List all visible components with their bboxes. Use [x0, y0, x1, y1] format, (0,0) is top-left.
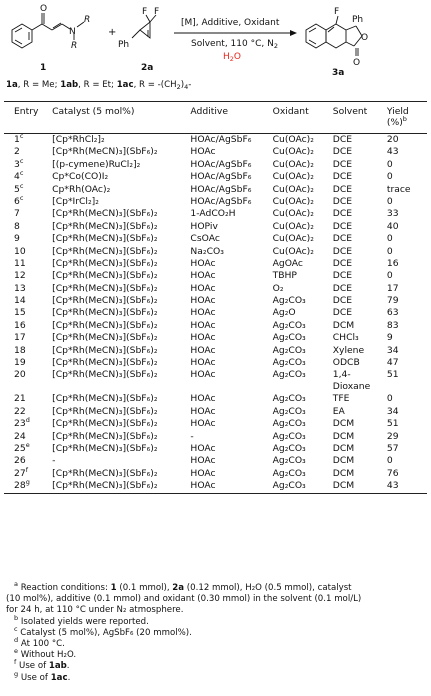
cell-entry: 7 [14, 208, 20, 220]
cell-catalyst: [Cp*Rh(MeCN)₃](SbF₆)₂ [52, 319, 158, 331]
cell-yield: 9 [386, 332, 393, 344]
cell-catalyst: Cp*Co(CO)I₂ [52, 171, 109, 183]
cell-oxidant: Ag₂CO₃ [272, 344, 306, 356]
cell-entry: 21 [14, 393, 26, 405]
cell-yield: 0 [386, 158, 393, 170]
cell-solvent: DCE [332, 158, 353, 170]
cell-oxidant: Ag₂CO₃ [272, 369, 306, 381]
table-row [4, 320, 427, 332]
cell-oxidant: O₂ [272, 282, 284, 294]
cell-additive: HOAc [190, 332, 216, 344]
table-row [4, 146, 427, 158]
atom-ph-3a: Ph [352, 15, 364, 25]
cell-entry: 24 [14, 430, 26, 442]
cell-oxidant: Ag₂CO₃ [272, 418, 306, 430]
cell-oxidant: Cu(OAc)₂ [272, 171, 314, 183]
cell-solvent: DCM [332, 442, 355, 454]
cell-yield: 0 [386, 393, 393, 405]
cell-catalyst: [Cp*Rh(MeCN)₃](SbF₆)₂ [52, 146, 158, 158]
cell-oxidant: Cu(OAc)₂ [272, 134, 314, 145]
cell-additive: - [190, 430, 194, 442]
cell-catalyst: [Cp*Rh(MeCN)₃](SbF₆)₂ [52, 208, 158, 220]
condition-bottom: Solvent, 110 °C, $N_2$ [191, 39, 278, 50]
cell-oxidant: Ag₂CO₃ [272, 332, 306, 344]
cell-entry: 26 [14, 455, 26, 467]
reaction-scheme [0, 0, 431, 98]
cell-entry: 14 [14, 295, 26, 307]
cell-oxidant: Cu(OAc)₂ [272, 220, 314, 232]
cell-oxidant: Ag₂CO₃ [272, 319, 306, 331]
footnote-g: $^g$ Use of 1ac. [14, 669, 71, 683]
cell-entry: 8 [14, 220, 20, 232]
cell-catalyst: [Cp*RhCl₂]₂ [52, 134, 105, 145]
table-row [4, 246, 427, 258]
cell-entry: 1$^c$ [14, 132, 24, 145]
atom-ph-2a: Ph [118, 40, 130, 50]
cell-catalyst: [Cp*Rh(MeCN)₃](SbF₆)₂ [52, 393, 158, 405]
cell-catalyst: Cp*Rh(OAc)₂ [52, 183, 111, 195]
cell-catalyst: [Cp*Rh(MeCN)₃](SbF₆)₂ [52, 430, 158, 442]
cell-catalyst: [Cp*Rh(MeCN)₃](SbF₆)₂ [52, 418, 158, 430]
cell-yield: 79 [386, 295, 399, 307]
cell-oxidant: Ag₂O [272, 307, 296, 319]
table-row [4, 455, 427, 467]
cell-oxidant: Ag₂CO₃ [272, 467, 306, 479]
cell-oxidant: TBHP [272, 270, 297, 282]
cell-solvent: DCM [332, 455, 355, 467]
cell-solvent: DCE [332, 134, 353, 145]
cell-solvent: TFE [332, 393, 350, 405]
cell-additive: HOAc [190, 369, 216, 381]
table-row [4, 332, 427, 344]
atom-o-carbonyl: O [353, 58, 361, 68]
header-oxidant: Oxidant [272, 106, 309, 117]
cell-additive: HOAc [190, 480, 216, 492]
cell-entry: 17 [14, 332, 26, 344]
cell-catalyst: [Cp*Rh(MeCN)₃](SbF₆)₂ [52, 245, 158, 257]
cell-oxidant: Cu(OAc)₂ [272, 208, 314, 220]
cell-oxidant: Ag₂CO₃ [272, 393, 306, 405]
cell-yield: 34 [386, 405, 399, 417]
condition-water: $H_2O$ [223, 52, 242, 63]
cell-additive: HOAc/AgSbF₆ [190, 183, 252, 195]
cell-catalyst: [Cp*Rh(MeCN)₃](SbF₆)₂ [52, 480, 158, 492]
header-yield: Yield (%)$^b$ [386, 106, 409, 128]
optimization-table [4, 101, 427, 494]
cell-catalyst: [Cp*Rh(MeCN)₃](SbF₆)₂ [52, 369, 158, 381]
cell-additive: CsOAc [190, 233, 220, 245]
table-row [4, 134, 427, 147]
cell-additive: HOAc [190, 282, 216, 294]
cell-additive: HOAc [190, 257, 216, 269]
footnote-e: $^e$ Without H₂O. [14, 647, 77, 661]
cell-yield: 33 [386, 208, 399, 220]
cell-yield: 0 [386, 270, 393, 282]
atom-r2: R [71, 41, 78, 51]
cell-additive: HOAc/AgSbF₆ [190, 158, 252, 170]
cell-solvent: DCE [332, 183, 353, 195]
cell-entry: 27$^f$ [14, 465, 28, 479]
cell-entry: 11 [14, 257, 26, 269]
cell-catalyst: [(p-cymene)RuCl₂]₂ [52, 158, 141, 170]
cell-catalyst: [Cp*Rh(MeCN)₃](SbF₆)₂ [52, 307, 158, 319]
cell-additive: HOAc [190, 418, 216, 430]
table-row [4, 184, 427, 196]
table-row [4, 196, 427, 208]
cell-catalyst: [Cp*Rh(MeCN)₃](SbF₆)₂ [52, 442, 158, 454]
cell-entry: 18 [14, 344, 26, 356]
cell-solvent: DCE [332, 257, 353, 269]
cell-entry: 23$^d$ [14, 416, 30, 430]
cell-oxidant: Ag₂CO₃ [272, 442, 306, 454]
footnote-a-line3: for 24 h, at 110 °C under N₂ atmosphere. [6, 605, 184, 616]
header-entry: Entry [14, 106, 39, 117]
footnote-a-line2: (10 mol%), additive (0.1 mmol) and oxidant (0.30 mmol) in the solvent (0.1 mol/L) [6, 594, 362, 605]
compound-2a-structure [132, 15, 156, 38]
scheme-drawing [0, 0, 431, 80]
table-row [4, 369, 427, 393]
table-footnotes [6, 580, 426, 684]
table-row [4, 418, 427, 430]
cell-entry: 9 [14, 233, 20, 245]
cell-yield: 17 [386, 282, 399, 294]
atom-n: N [69, 27, 76, 37]
table-row [4, 345, 427, 357]
header-catalyst: Catalyst (5 mol%) [52, 106, 135, 117]
cell-catalyst: [Cp*Rh(MeCN)₃](SbF₆)₂ [52, 405, 158, 417]
condition-top: [M], Additive, Oxidant [181, 18, 280, 28]
cell-yield: 57 [386, 442, 399, 454]
cell-catalyst: [Cp*Rh(MeCN)₃](SbF₆)₂ [52, 295, 158, 307]
cell-oxidant: Ag₂CO₃ [272, 295, 306, 307]
cell-yield: 51 [386, 418, 399, 430]
cell-yield: 0 [386, 171, 393, 183]
label-compound-2a: 2a [141, 63, 154, 73]
cell-yield: 51 [386, 369, 399, 381]
atom-f1: F [142, 7, 148, 17]
cell-solvent: DCE [332, 282, 353, 294]
header-solvent: Solvent [332, 106, 368, 117]
cell-yield: 0 [386, 245, 393, 257]
cell-yield: 16 [386, 257, 399, 269]
footnote-d: $^d$ At 100 °C. [14, 636, 65, 650]
cell-entry: 6$^c$ [14, 193, 24, 207]
cell-additive: HOAc [190, 319, 216, 331]
cell-yield: 47 [386, 357, 399, 369]
table-row [4, 171, 427, 183]
cell-entry: 2 [14, 146, 20, 158]
cell-yield: 0 [386, 233, 393, 245]
atom-f2: F [154, 7, 160, 17]
cell-yield: 0 [386, 195, 393, 207]
cell-catalyst: [Cp*Rh(MeCN)₃](SbF₆)₂ [52, 282, 158, 294]
label-compound-3a: 3a [332, 68, 345, 78]
cell-catalyst: [Cp*Rh(MeCN)₃](SbF₆)₂ [52, 344, 158, 356]
cell-yield: 43 [386, 480, 399, 492]
cell-additive: HOPiv [190, 220, 218, 232]
table-row [4, 233, 427, 245]
cell-catalyst: [Cp*Rh(MeCN)₃](SbF₆)₂ [52, 467, 158, 479]
cell-catalyst: [Cp*Rh(MeCN)₃](SbF₆)₂ [52, 257, 158, 269]
footnote-a: $^a$ Reaction conditions: 1 (0.1 mmol), 2a (0.12 mmol), H₂O (0.5 mmol), catalyst [14, 580, 352, 593]
cell-solvent: DCM [332, 480, 355, 492]
header-additive: Additive [190, 106, 229, 117]
cell-entry: 15 [14, 307, 26, 319]
cell-oxidant: Cu(OAc)₂ [272, 183, 314, 195]
table-row [4, 208, 427, 220]
cell-solvent: DCE [332, 233, 353, 245]
cell-additive: HOAc [190, 467, 216, 479]
table-row [4, 270, 427, 282]
cell-oxidant: Ag₂CO₃ [272, 430, 306, 442]
footnote-f: $^f$ Use of 1ab. [14, 658, 70, 672]
footnote-b: $^b$ Isolated yields were reported. [14, 613, 149, 627]
cell-oxidant: Ag₂CO₃ [272, 405, 306, 417]
cell-additive: Na₂CO₃ [190, 245, 224, 257]
cell-additive: HOAc/AgSbF₆ [190, 171, 252, 183]
cell-solvent: CHCl₃ [332, 332, 359, 344]
table-row [4, 258, 427, 270]
atom-o-ring: O [361, 33, 369, 43]
cell-yield: 40 [386, 220, 399, 232]
table-row [4, 221, 427, 233]
cell-additive: HOAc [190, 295, 216, 307]
cell-solvent: DCM [332, 319, 355, 331]
table-row [4, 307, 427, 319]
plus-sign: + [108, 27, 117, 38]
cell-additive: HOAc [190, 344, 216, 356]
cell-entry: 10 [14, 245, 26, 257]
cell-solvent: DCM [332, 418, 355, 430]
cell-additive: HOAc [190, 455, 216, 467]
cell-oxidant: Cu(OAc)₂ [272, 146, 314, 158]
table-row [4, 283, 427, 295]
cell-yield: 83 [386, 319, 399, 331]
cell-additive: HOAc [190, 357, 216, 369]
cell-entry: 3$^c$ [14, 156, 24, 170]
cell-additive: HOAc/AgSbF₆ [190, 134, 252, 145]
cell-catalyst: - [52, 455, 56, 467]
cell-additive: HOAc [190, 270, 216, 282]
table-row [4, 480, 427, 493]
cell-solvent: DCM [332, 467, 355, 479]
substituent-caption: 1a, R = Me; 1ab, R = Et; 1ac, $R = -(CH_2)_4-$ [6, 80, 192, 91]
cell-solvent: DCE [332, 195, 353, 207]
cell-entry: 12 [14, 270, 26, 282]
cell-oxidant: Ag₂CO₃ [272, 480, 306, 492]
cell-solvent: DCE [332, 307, 353, 319]
cell-additive: 1-AdCO₂H [190, 208, 236, 220]
cell-solvent: DCE [332, 220, 353, 232]
cell-yield: 0 [386, 455, 393, 467]
cell-entry: 28$^g$ [14, 478, 30, 492]
cell-entry: 16 [14, 319, 26, 331]
cell-additive: HOAc [190, 442, 216, 454]
cell-oxidant: Ag₂CO₃ [272, 357, 306, 369]
cell-oxidant: Ag₂CO₃ [272, 455, 306, 467]
cell-catalyst: [Cp*IrCl₂]₂ [52, 195, 99, 207]
cell-solvent: DCE [332, 171, 353, 183]
cell-entry: 20 [14, 369, 26, 381]
cell-oxidant: Cu(OAc)₂ [272, 195, 314, 207]
table-header-row [4, 102, 427, 134]
table-row [4, 159, 427, 171]
table-row [4, 406, 427, 418]
cell-entry: 5$^c$ [14, 181, 24, 195]
cell-additive: HOAc [190, 307, 216, 319]
cell-additive: HOAc [190, 393, 216, 405]
label-compound-1: 1 [40, 63, 47, 73]
footnote-c: $^c$ Catalyst (5 mol%), AgSbF₆ (20 mmol%). [14, 624, 192, 638]
cell-entry: 19 [14, 357, 26, 369]
cell-yield: 20 [386, 134, 399, 145]
cell-entry: 25e [14, 440, 30, 454]
cell-entry: 13 [14, 282, 26, 294]
cell-solvent: DCE [332, 295, 353, 307]
table-row [4, 443, 427, 455]
cell-catalyst: [Cp*Rh(MeCN)₃](SbF₆)₂ [52, 270, 158, 282]
atom-o: O [40, 4, 48, 14]
atom-r1: R [84, 15, 91, 25]
cell-solvent: DCE [332, 146, 353, 158]
table-row [4, 295, 427, 307]
cell-yield: 29 [386, 430, 399, 442]
cell-catalyst: [Cp*Rh(MeCN)₃](SbF₆)₂ [52, 233, 158, 245]
cell-solvent: Xylene [332, 344, 365, 356]
cell-solvent: DCE [332, 208, 353, 220]
cell-oxidant: Cu(OAc)₂ [272, 245, 314, 257]
cell-oxidant: Cu(OAc)₂ [272, 233, 314, 245]
cell-oxidant: Cu(OAc)₂ [272, 158, 314, 170]
cell-catalyst: [Cp*Rh(MeCN)₃](SbF₆)₂ [52, 332, 158, 344]
table-row [4, 468, 427, 480]
cell-solvent: DCM [332, 430, 355, 442]
cell-entry: 22 [14, 405, 26, 417]
cell-additive: HOAc [190, 405, 216, 417]
cell-yield: 76 [386, 467, 399, 479]
cell-solvent: 1,4- Dioxane [332, 369, 371, 393]
cell-oxidant: AgOAc [272, 257, 303, 269]
cell-yield: 63 [386, 307, 399, 319]
atom-f-3a: F [334, 7, 340, 17]
cell-catalyst: [Cp*Rh(MeCN)₃](SbF₆)₂ [52, 220, 158, 232]
arrow-head [290, 30, 297, 36]
cell-yield: 43 [386, 146, 399, 158]
cell-solvent: ODCB [332, 357, 360, 369]
cell-solvent: EA [332, 405, 345, 417]
cell-solvent: DCE [332, 245, 353, 257]
cell-additive: HOAc/AgSbF₆ [190, 195, 252, 207]
cell-yield: 34 [386, 344, 399, 356]
table-row [4, 431, 427, 443]
table-row [4, 357, 427, 369]
cell-additive: HOAc [190, 146, 216, 158]
cell-yield: trace [386, 183, 411, 195]
table-row [4, 393, 427, 405]
cell-entry: 4$^c$ [14, 169, 24, 183]
cell-catalyst: [Cp*Rh(MeCN)₃](SbF₆)₂ [52, 357, 158, 369]
table-body [4, 134, 427, 494]
cell-solvent: DCE [332, 270, 353, 282]
